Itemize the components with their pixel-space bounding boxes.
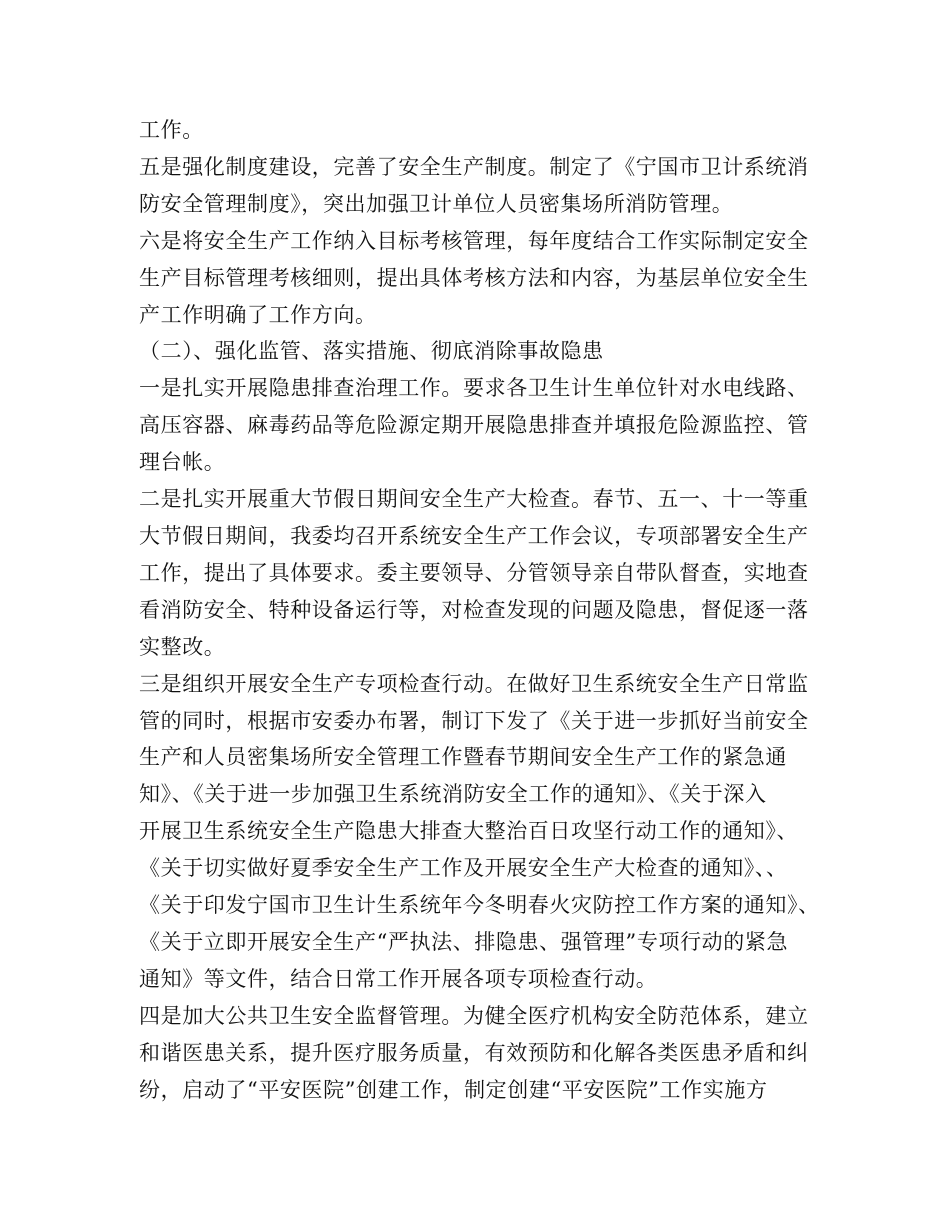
text-line: 生产和人员密集场所安全管理工作暨春节期间安全生产工作的紧急通 (139, 745, 787, 770)
document-body (139, 112, 829, 1108)
text-line: 《关于印发宁国市卫生计生系统年今冬明春火灾防控工作方案的通知》、 (139, 893, 820, 918)
text-line: 实整改。 (139, 634, 226, 659)
text-line: 六是将安全生产工作纳入目标考核管理，每年度结合工作实际制定安全 (139, 228, 809, 253)
text-line: 开展卫生系统安全生产隐患大排查大整治百日攻坚行动工作的通知》、 (139, 819, 799, 844)
text-line: 管的同时，根据市安委办布署，制订下发了《关于进一步抓好当前安全 (139, 708, 809, 733)
text-line: 高压容器、麻毒药品等危险源定期开展隐患排查并填报危险源监控、管 (139, 413, 809, 438)
text-line: 工作。 (139, 118, 204, 142)
text-line: 《关于立即开展安全生产“严执法、排隐患、强管理”专项行动的紧急 (139, 929, 789, 954)
text-line: 理台帐。 (139, 450, 226, 475)
text-line: 防安全管理制度》，突出加强卫计单位人员密集场所消防管理。 (139, 191, 734, 216)
text-line: 通知》等文件，结合日常工作开展各项专项检查行动。 (139, 966, 658, 991)
text-line: 大节假日期间，我委均召开系统安全生产工作会议，专项部署安全生产 (139, 523, 809, 548)
text-line: 看消防安全、特种设备运行等，对检查发现的问题及隐患，督促逐一落 (139, 597, 809, 622)
text-line: 一是扎实开展隐患排查治理工作。要求各卫生计生单位针对水电线路、 (139, 376, 809, 401)
text-line: 二是扎实开展重大节假日期间安全生产大检查。春节、五一、十一等重 (139, 487, 809, 512)
text-line: 和谐医患关系，提升医疗服务质量，有效预防和化解各类医患矛盾和纠 (139, 1040, 809, 1065)
text-line: 五是强化制度建设，完善了安全生产制度。制定了《宁国市卫计系统消 (139, 154, 809, 179)
text-line: 生产目标管理考核细则，提出具体考核方法和内容，为基层单位安全生 (139, 265, 809, 290)
text-line: 纷，启动了“平安医院”创建工作，制定创建“平安医院”工作实施方 (139, 1077, 768, 1102)
text-line: 《关于切实做好夏季安全生产工作及开展安全生产大检查的通知》、、 (139, 856, 788, 881)
text-line: 知》、《关于进一步加强卫生系统消防安全工作的通知》、《关于深入 (139, 782, 767, 807)
text-line: 产工作明确了工作方向。 (139, 302, 377, 327)
text-line: 工作，提出了具体要求。委主要领导、分管领导亲自带队督查，实地查 (139, 560, 809, 585)
text-line: 三是组织开展安全生产专项检查行动。在做好卫生系统安全生产日常监 (139, 671, 809, 696)
text-line: 四是加大公共卫生安全监督管理。为健全医疗机构安全防范体系，建立 (139, 1003, 809, 1028)
section-heading: （二）、强化监管、落实措施、彻底消除事故隐患 (139, 339, 604, 364)
